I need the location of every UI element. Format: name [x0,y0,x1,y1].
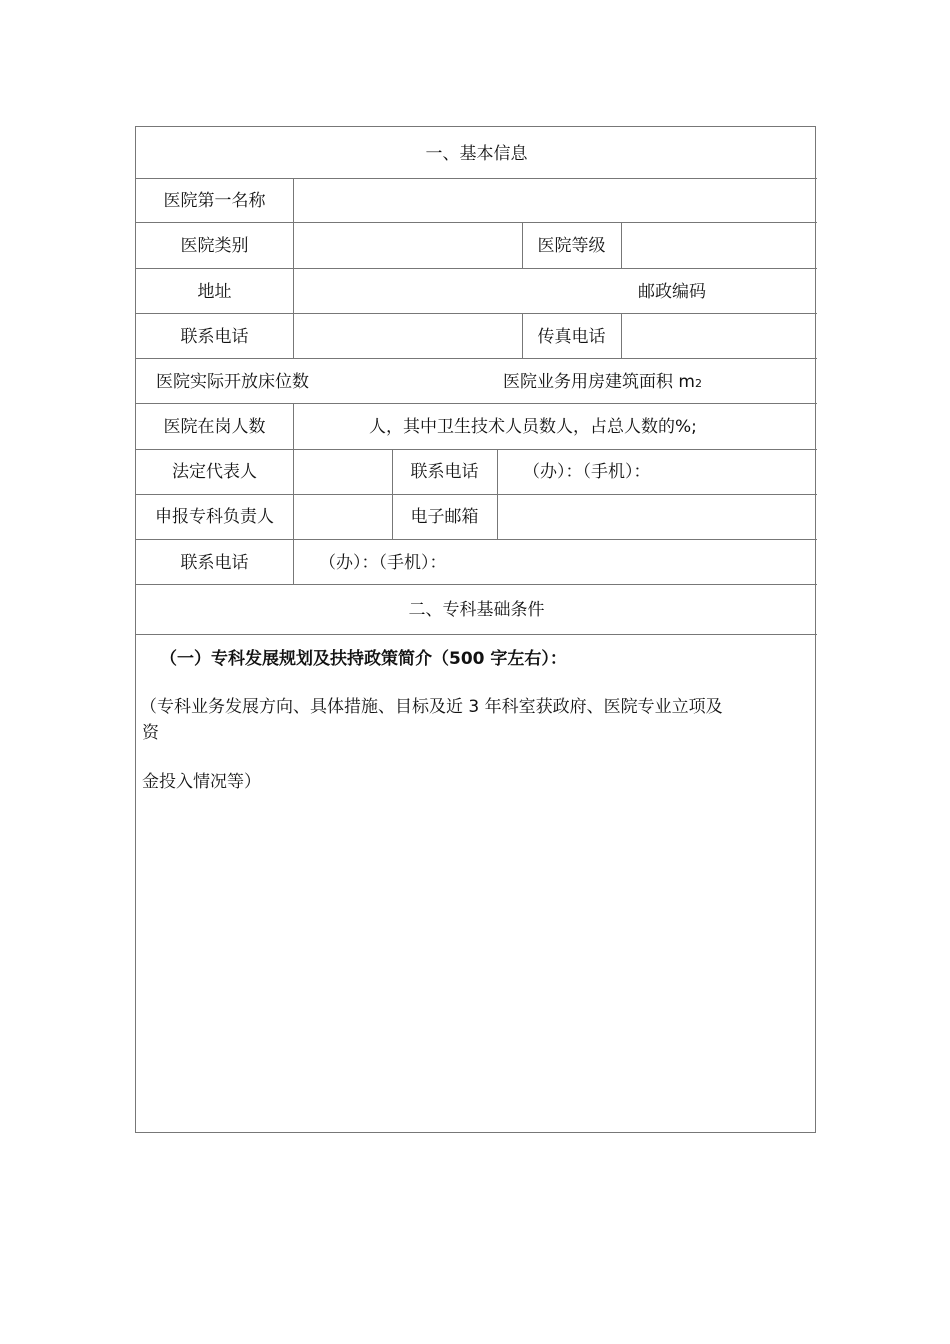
subsection-hint-line2: 资 [142,723,159,743]
subsection-title-development-plan: （一）专科发展规划及扶持政策简介（500 字左右）： [160,649,567,669]
subsection-hint-line3: 金投入情况等） [142,772,261,792]
label-specialty-head: 申报专科负责人 [155,507,274,527]
subsection-hint-line1: （专科业务发展方向、具体措施、目标及近 3 年科室获政府、医院专业立项及 [140,697,723,717]
label-hospital-level: 医院等级 [537,236,606,256]
column-divider [293,403,294,449]
section-title-specialty-basics: 二、专科基础条件 [408,600,545,620]
label-head-phone: 联系电话 [180,553,249,573]
staff-detail-text: 人，其中卫生技术人员数人，占总人数的%; [369,417,697,437]
hospital-category-field[interactable] [294,223,522,268]
row-divider [136,449,817,450]
hospital-level-field[interactable] [622,223,816,268]
label-address: 地址 [197,282,232,302]
label-email: 电子邮箱 [410,507,479,527]
column-divider [293,539,294,584]
label-legal-rep-phone: 联系电话 [410,462,479,482]
legal-rep-phone-value[interactable]: （办）：（手机）： [523,462,651,482]
application-form-table [135,126,816,1133]
label-legal-rep: 法定代表人 [172,462,257,482]
head-phone-value[interactable]: （办）：（手机）： [319,553,447,573]
area-unit: m [678,372,695,392]
label-postal-code: 邮政编码 [638,282,706,302]
hospital-name-field[interactable] [294,179,816,222]
label-fax-phone: 传真电话 [537,327,606,347]
label-open-beds: 医院实际开放床位数 [156,372,309,392]
label-hospital-name: 医院第一名称 [163,191,266,211]
row-divider [136,358,817,359]
email-field[interactable] [498,495,816,539]
label-building-area: 医院业务用房建筑面积 m2 [503,372,702,392]
fax-phone-field[interactable] [622,314,816,358]
label-contact-phone: 联系电话 [180,327,249,347]
address-field[interactable] [294,269,634,313]
specialty-head-field[interactable] [294,495,392,539]
contact-phone-field[interactable] [294,314,522,358]
row-divider [136,634,817,635]
row-divider [136,584,817,585]
row-divider [136,403,817,404]
development-plan-text-area[interactable] [140,799,812,1129]
legal-rep-field[interactable] [294,450,392,494]
row-divider [136,539,817,540]
area-unit-superscript: 2 [694,377,702,390]
label-staff-count: 医院在岗人数 [163,417,266,437]
section-title-basic-info: 一、基本信息 [425,144,528,164]
label-hospital-category: 医院类别 [180,236,249,256]
